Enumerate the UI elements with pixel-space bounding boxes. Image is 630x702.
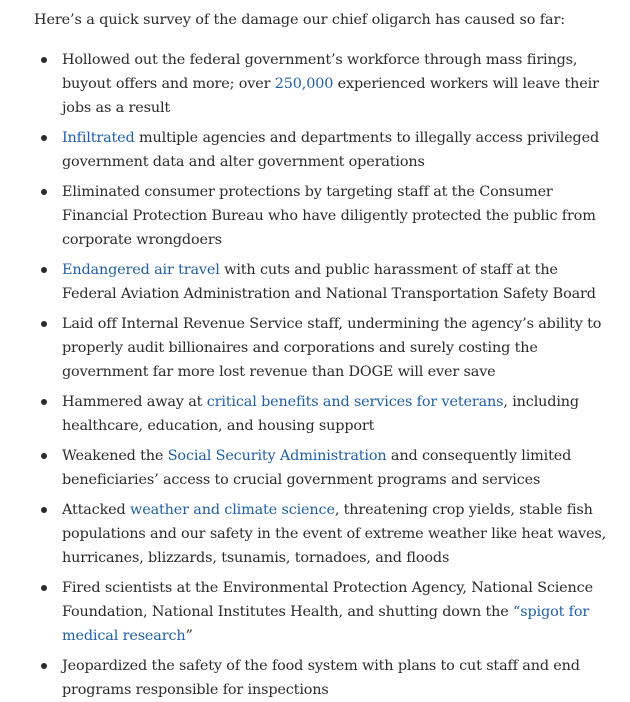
bullet-text: with cuts and public harassment of staff at the Federal Aviation Administration and National Transportation Safety Board bbox=[62, 262, 596, 302]
bullet-item bbox=[34, 654, 616, 702]
bullet-item bbox=[34, 48, 616, 120]
bullet-text: , threatening crop yields, stable fish populations and our safety in the event of extreme weather like heat waves, hurricanes, blizzards, tsunamis, tornadoes, and floods bbox=[62, 502, 607, 566]
bullet-dot-icon bbox=[41, 507, 47, 513]
inline-link[interactable]: Social Security Administration bbox=[167, 448, 387, 464]
bullet-dot-icon bbox=[41, 267, 47, 273]
bullet-item bbox=[34, 390, 616, 438]
bullet-text: Hammered away at bbox=[62, 394, 207, 410]
bullet-dot-icon bbox=[41, 135, 47, 141]
bullet-dot-icon bbox=[41, 57, 47, 63]
inline-link[interactable]: 250,000 bbox=[274, 76, 334, 92]
bullet-text: experienced workers will leave their jobs as a result bbox=[62, 76, 599, 116]
bullet-text: Eliminated consumer protections by targeting staff at the Consumer Financial Protection Bureau who have diligently protected the public from corporate wrongdoers bbox=[62, 184, 596, 248]
bullet-dot-icon bbox=[41, 585, 47, 591]
inline-link[interactable]: critical benefits and services for veterans bbox=[206, 394, 504, 410]
bullet-item bbox=[34, 126, 616, 174]
bullet-text: multiple agencies and departments to illegally access privileged government data and alter government operations bbox=[62, 130, 600, 170]
bullet-text: ” bbox=[185, 628, 193, 644]
inline-link[interactable]: weather and climate science bbox=[130, 502, 335, 518]
bullet-text: Attacked bbox=[62, 502, 131, 518]
bullet-item bbox=[34, 258, 616, 306]
bullet-text: Hollowed out the federal government’s workforce through mass firings, buyout offers and more; over bbox=[62, 52, 578, 92]
bullet-item bbox=[34, 180, 616, 252]
bullet-text: Fired scientists at the Environmental Protection Agency, National Science Foundation, National Institutes Health, and shutting down the bbox=[62, 580, 593, 620]
bullet-dot-icon bbox=[41, 399, 47, 405]
bullet-dot-icon bbox=[41, 189, 47, 195]
bullet-dot-icon bbox=[41, 453, 47, 459]
inline-link[interactable]: “spigot for medical research bbox=[62, 604, 590, 644]
bullet-text: and consequently limited beneficiaries’ access to crucial government programs and services bbox=[62, 448, 572, 488]
bullet-item bbox=[34, 498, 616, 570]
damage-bullet-list bbox=[34, 48, 616, 702]
bullet-dot-icon bbox=[41, 321, 47, 327]
intro-paragraph: Here’s a quick survey of the damage our chief oligarch has caused so far: bbox=[34, 12, 566, 28]
bullet-text: , including healthcare, education, and housing support bbox=[62, 394, 579, 434]
bullet-text: Jeopardized the safety of the food system with plans to cut staff and end programs responsible for inspections bbox=[62, 658, 580, 698]
bullet-item bbox=[34, 444, 616, 492]
bullet-text: Weakened the bbox=[62, 448, 168, 464]
inline-link[interactable]: Endangered air travel bbox=[62, 262, 220, 278]
inline-link[interactable]: Infiltrated bbox=[62, 130, 135, 146]
bullet-text: Laid off Internal Revenue Service staff, undermining the agency’s ability to properly audit billionaires and corporations and surely costing the government far more lost revenue than DOGE will ever save bbox=[62, 316, 602, 380]
bullet-item bbox=[34, 312, 616, 384]
bullet-dot-icon bbox=[41, 663, 47, 669]
bullet-item bbox=[34, 576, 616, 648]
